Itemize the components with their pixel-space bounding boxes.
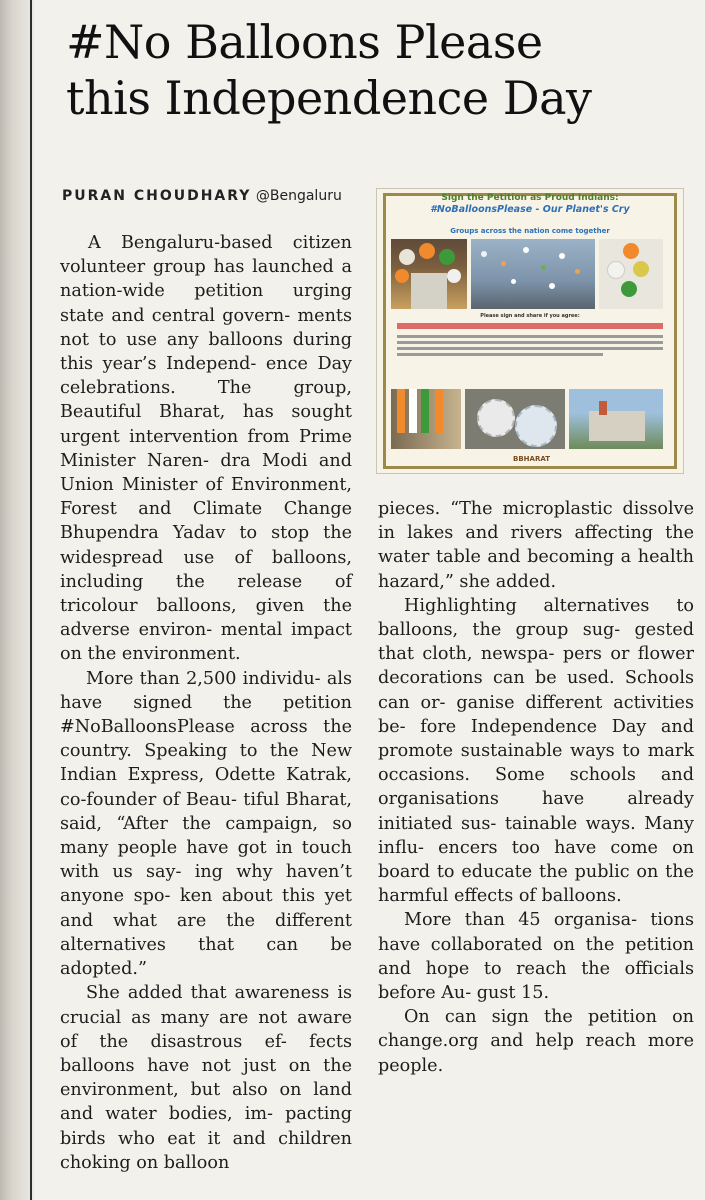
poster-photo-tricolour-balloons	[599, 239, 663, 309]
paragraph: More than 2,500 individu- als have signed the petition #NoBalloonsPlease across the country. Speaking to the New Indian Express, Odette Katrak, co-founder of Beau- tiful Bharat, said, “After the campaign, so many people have got in touch with us say- ing why haven’t anyone spo- ken about this yet and what are the different alternatives that can be adopted.”	[60, 668, 352, 980]
poster-logo: BBHARAT	[513, 455, 550, 463]
byline-author: PURAN CHOUDHARY	[62, 188, 252, 204]
headline	[66, 14, 686, 126]
byline-location: @Bengaluru	[255, 188, 342, 204]
poster-photo-balloon-arch	[391, 239, 467, 309]
page-fold-shadow	[0, 0, 34, 1200]
paragraph: pieces. “The microplastic dissolve in lakes and rivers affecting the water table and becoming a health hazard,” she added.	[378, 499, 694, 592]
paragraph: On can sign the petition on change.org and help reach more people.	[378, 1007, 694, 1076]
paragraph: More than 45 organisa- tions have collaborated on the petition and hope to reach the officials before Au- gust 15.	[378, 910, 694, 1004]
poster-groups-line: Groups across the nation come together	[450, 227, 610, 235]
poster-text-line	[397, 347, 663, 350]
poster-title: Sign the Petition as Proud Indians:	[441, 193, 619, 203]
headline-line-2: this Independence Day	[66, 71, 592, 125]
poster-text-line	[397, 341, 663, 344]
poster-photo-cloth-decor	[391, 389, 461, 449]
poster-text-line	[397, 353, 603, 356]
poster-photo-balloons-sky	[471, 239, 595, 309]
headline-line-1: #No Balloons Please	[66, 15, 543, 69]
paragraph: Highlighting alternatives to balloons, the group sug- gested that cloth, newspa- pers or flower decorations can be used. Schools can or- ganise different activities be- fore Independence Day and promote sustainable ways to mark occasions. Some schools and organisations have already initiated sus- tainable ways. Many influ- encers too have come on board to educate the public on the harmful effects of balloons.	[378, 595, 694, 907]
poster-red-banner	[397, 323, 663, 329]
poster-photo-paper-fans	[465, 389, 565, 449]
paragraph: A Bengaluru-based citizen volunteer group has launched a nation-wide petition urging state and central govern- ments not to use any balloons during this year’s Independ- ence Day celebrations. The group, Beautiful Bharat, has sought urgent intervention from Prime Minister Naren- dra Modi and Union Minister of Environment, Forest and Climate Change Bhupendra Yadav to stop the widespread use of balloons, including the release of tricolour balloons, given the adverse environ- mental impact on the environment.	[60, 233, 352, 665]
column-rule	[30, 0, 32, 1200]
poster-logo-text: BHARAT	[518, 455, 550, 463]
paragraph: She added that awareness is crucial as many are not aware of the disastrous ef- fects balloons have not just on the environment, but also on land and water bodies, im- pacting birds who eat it and children choking on balloon	[60, 983, 352, 1173]
poster-photo-building	[569, 389, 663, 449]
petition-poster-image	[376, 188, 684, 474]
poster-text-line	[397, 335, 663, 338]
article-column-left	[60, 231, 352, 1175]
article-column-right	[378, 497, 694, 1078]
poster-hashtag: #NoBalloonsPlease - Our Planet's Cry	[430, 204, 630, 215]
poster-please-sign: Please sign and share if you agree:	[480, 313, 580, 319]
byline	[62, 188, 342, 204]
